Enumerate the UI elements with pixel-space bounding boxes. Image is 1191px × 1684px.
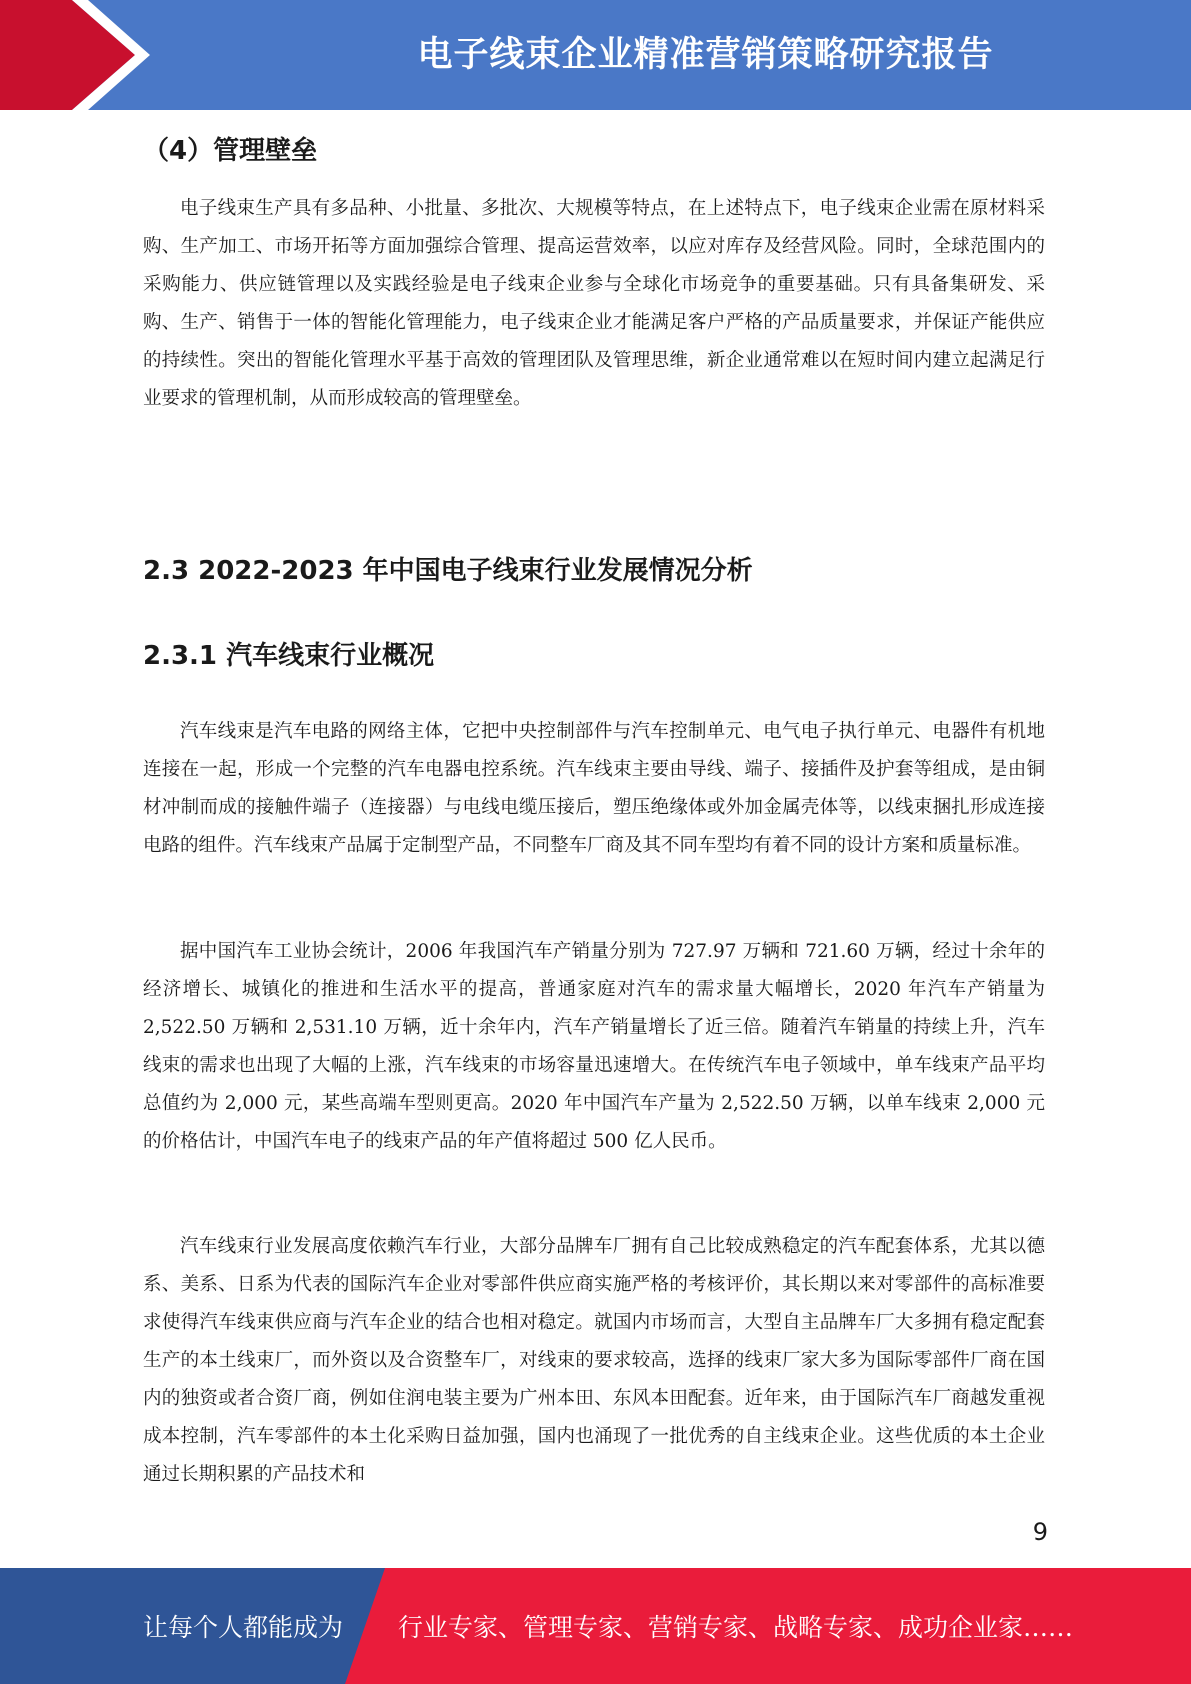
section-2-3-1-heading: 2.3.1 汽车线束行业概况	[143, 641, 435, 671]
page-number: 9	[1032, 1518, 1048, 1546]
section-4-paragraph: 电子线束生产具有多品种、小批量、多批次、大规模等特点，在上述特点下，电子线束企业需在原材料采购、生产加工、市场开拓等方面加强综合管理、提高运营效率，以应对库存及经营风险。同时，全球范围内的采购能力、供应链管理以及实践经验是电子线束企业参与全球化市场竞争的重要基础。只有具备集研发、采购、生产、销售于一体的智能化管理能力，电子线束企业才能满足客户严格的产品质量要求，并保证产能供应的持续性。突出的智能化管理水平基于高效的管理团队及管理思维，新企业通常难以在短时间内建立起满足行业要求的管理机制，从而形成较高的管理壁垒。	[143, 198, 1045, 409]
paragraph-3: 汽车线束行业发展高度依赖汽车行业，大部分品牌车厂拥有自己比较成熟稳定的汽车配套体系，尤其以德系、美系、日系为代表的国际汽车企业对零部件供应商实施严格的考核评价，其长期以来对零部件的高标准要求使得汽车线束供应商与汽车企业的结合也相对稳定。就国内市场而言，大型自主品牌车厂大多拥有稳定配套生产的本土线束厂，而外资以及合资整车厂，对线束的要求较高，选择的线束厂家大多为国际零部件厂商在国内的独资或者合资厂商，例如住润电装主要为广州本田、东风本田配套。近年来，由于国际汽车厂商越发重视成本控制，汽车零部件的本土化采购日益加强，国内也涌现了一批优秀的自主线束企业。这些优质的本土企业通过长期积累的产品技术和	[143, 1236, 1045, 1485]
red-chevron-decoration	[0, 0, 150, 110]
paragraph-2: 据中国汽车工业协会统计，2006 年我国汽车产销量分别为 727.97 万辆和 721.60 万辆，经过十余年的经济增长、城镇化的推进和生活水平的提高，普通家庭对汽车的需求量大幅增长，2020 年汽车产销量为 2,522.50 万辆和 2,531.10 万辆，近十余年内，汽车产销量增长了近三倍。随着汽车销量的持续上升，汽车线束的需求也出现了大幅的上涨，汽车线束的市场容量迅速增大。在传统汽车电子领域中，单车线束产品平均总值约为 2,000 元，某些高端车型则更高。2020 年中国汽车产量为 2,522.50 万辆，以单车线束 2,000 元的价格估计，中国汽车电子的线束产品的年产值将超过 500 亿人民币。	[143, 941, 1045, 1152]
footer-slogan-left: 让每个人都能成为	[143, 1613, 344, 1642]
footer-slogan-right: 行业专家、管理专家、营销专家、战略专家、成功企业家……	[398, 1613, 1074, 1642]
page-header	[0, 0, 1191, 110]
report-title: 电子线束企业精准营销策略研究报告	[417, 35, 994, 75]
page-footer	[0, 1568, 1191, 1684]
section-4-heading: （4）管理壁垒	[143, 136, 318, 166]
paragraph-1: 汽车线束是汽车电路的网络主体，它把中央控制部件与汽车控制单元、电气电子执行单元、电器件有机地连接在一起，形成一个完整的汽车电器电控系统。汽车线束主要由导线、端子、接插件及护套等组成，是由铜材冲制而成的接触件端子（连接器）与电线电缆压接后，塑压绝缘体或外加金属壳体等，以线束捆扎形成连接电路的组件。汽车线束产品属于定制型产品，不同整车厂商及其不同车型均有着不同的设计方案和质量标准。	[143, 721, 1045, 856]
section-2-3-heading: 2.3 2022-2023 年中国电子线束行业发展情况分析	[143, 556, 753, 586]
